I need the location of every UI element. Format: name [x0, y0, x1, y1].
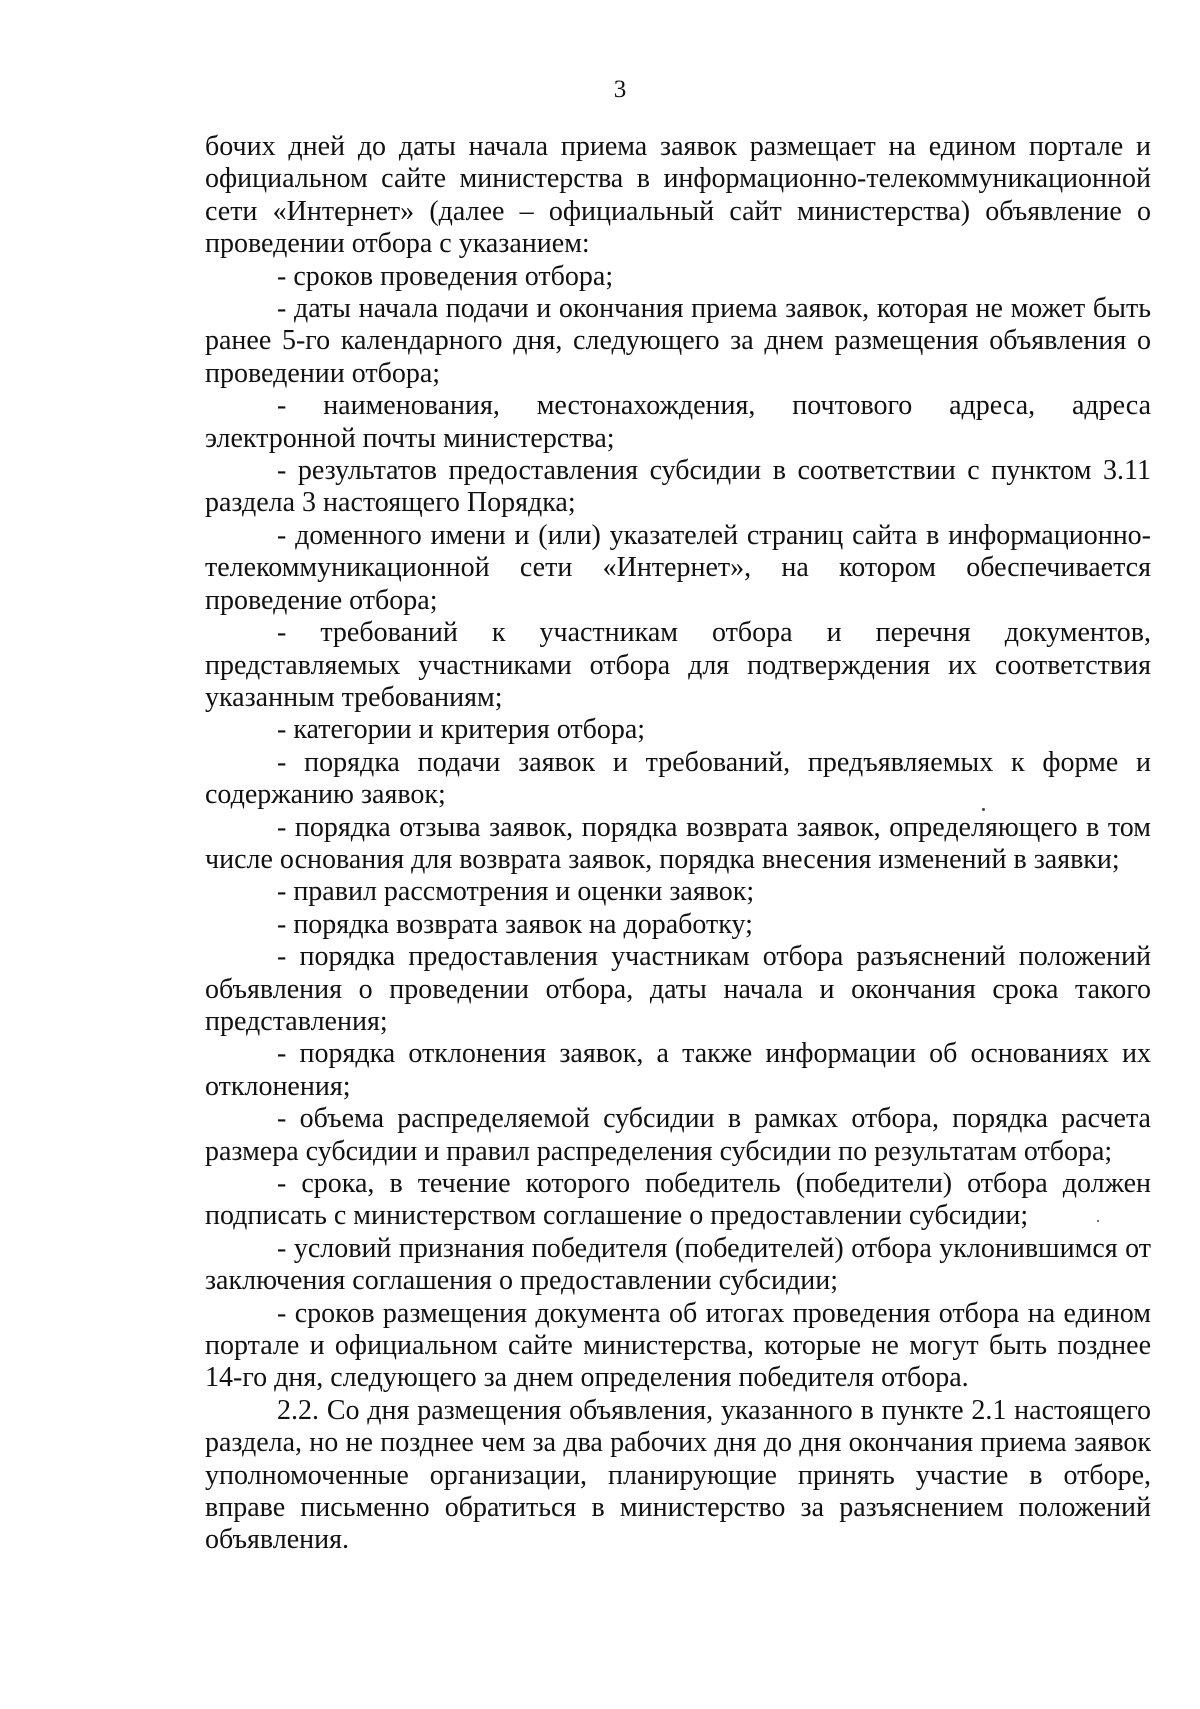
paragraph-2-2: 2.2. Со дня размещения объявления, указанного в пункте 2.1 настоящего раздела, но не позднее чем за два рабочих дня до дня окончания приема заявок уполномоченные организации, планирующие принять участие в отборе, вправе письменно обратиться в министерство за разъяснением положений объявления. — [205, 1394, 1151, 1556]
list-item-withdrawal-procedure: - порядка отзыва заявок, порядка возврата заявок, определяющего в том числе основания для возврата заявок, порядка внесения изменений в заявки; — [205, 811, 1151, 875]
body-text — [205, 131, 1151, 1557]
list-item-subsidy-volume: - объема распределяемой субсидии в рамках отбора, порядка расчета размера субсидии и правил распределения субсидии по результатам отбора; — [205, 1103, 1151, 1167]
list-item-evasion-conditions: - условий признания победителя (победителей) отбора уклонившимся от заключения соглашения о предоставлении субсидии; — [205, 1232, 1151, 1297]
list-item-category-criteria: - категории и критерия отбора; — [277, 714, 646, 746]
scan-speck — [1097, 1220, 1099, 1222]
list-item-submission-dates: - даты начала подачи и окончания приема заявок, которая не может быть ранее 5-го календарного дня, следующего за днем размещения объявления о проведении отбора; — [205, 293, 1151, 389]
list-item-subsidy-results: - результатов предоставления субсидии в соответствии с пунктом 3.11 раздела 3 настоящего Порядка; — [205, 455, 1151, 519]
paragraph-continuation: бочих дней до даты начала приема заявок размещает на едином портале и официальном сайте министерства в информационно-телекоммуникационной сети «Интернет» (далее – официальный сайт министерства) объявление о проведении отбора с указанием: — [205, 131, 1151, 260]
list-item-ministry-contacts: - наименования, местонахождения, почтового адреса, адреса электронной почты министерства; — [205, 390, 1151, 454]
list-item-review-rules: - правил рассмотрения и оценки заявок; — [277, 876, 755, 908]
list-item-return-for-revision: - порядка возврата заявок на доработку; — [277, 908, 753, 940]
list-item-agreement-deadline: - срока, в течение которого победитель (победители) отбора должен подписать с министерством соглашение о предоставлении субсидии; — [205, 1168, 1151, 1232]
list-item-results-publication: - сроков размещения документа об итогах проведения отбора на едином портале и официальном сайте министерства, которые не могут быть позднее 14-го дня, следующего за днем определения победителя отбора. — [205, 1297, 1151, 1394]
list-item-clarifications: - порядка предоставления участникам отбора разъяснений положений объявления о проведении отбора, даты начала и окончания срока такого представления; — [205, 941, 1151, 1037]
page-number: 3 — [613, 76, 627, 103]
list-item-submission-procedure: - порядка подачи заявок и требований, предъявляемых к форме и содержанию заявок; — [205, 746, 1151, 811]
list-item-domain-name: - доменного имени и (или) указателей страниц сайта в информационно-телекоммуникационной сети «Интернет», на котором обеспечивается проведение отбора; — [205, 519, 1151, 616]
list-item-deadlines: - сроков проведения отбора; — [277, 260, 614, 292]
list-item-participant-requirements: - требований к участникам отбора и перечня документов, представляемых участниками отбора для подтверждения их соответствия указанным требованиям; — [205, 617, 1151, 713]
list-item-rejection: - порядка отклонения заявок, а также информации об основаниях их отклонения; — [205, 1038, 1151, 1102]
scan-speck — [982, 808, 985, 811]
